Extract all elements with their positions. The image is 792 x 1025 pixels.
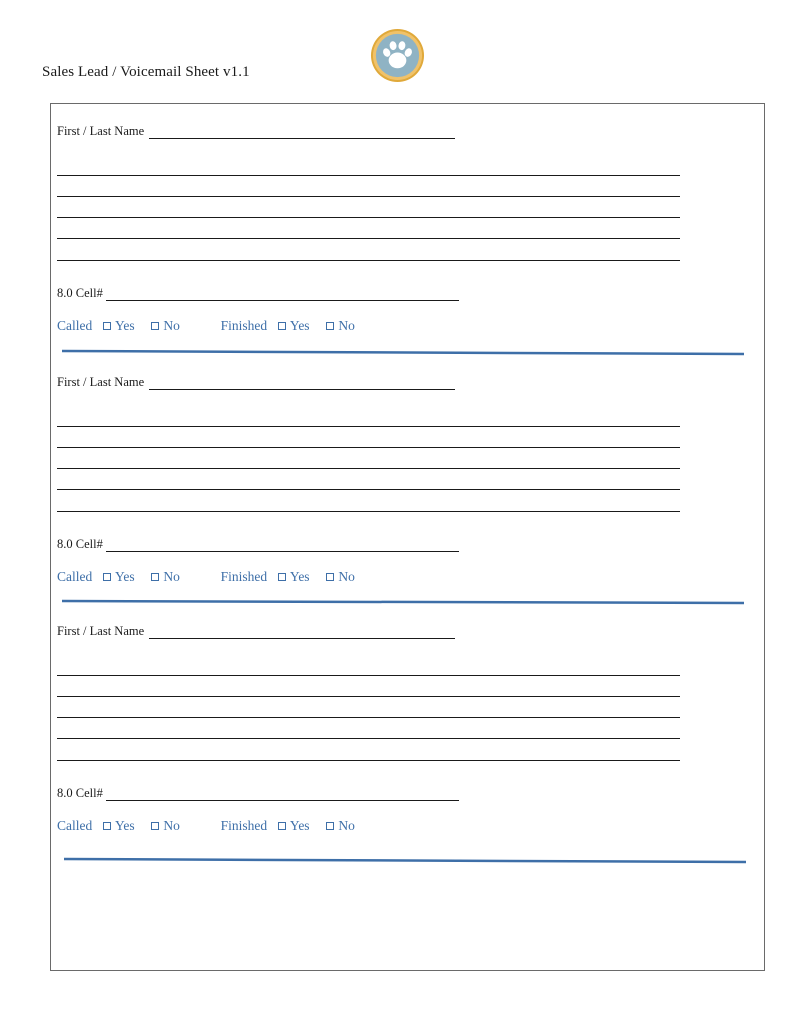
note-line[interactable] [57,447,680,448]
status-row [57,318,355,334]
yes-label: Yes [289,818,310,833]
name-input-line[interactable] [149,126,455,139]
finished-yes-checkbox[interactable] [278,822,286,830]
note-line[interactable] [57,760,680,761]
called-yes-checkbox[interactable] [103,573,111,581]
finished-yes-checkbox[interactable] [278,573,286,581]
yes-label: Yes [289,569,310,584]
note-line[interactable] [57,489,680,490]
name-label: First / Last Name [57,124,145,138]
note-line[interactable] [57,696,680,697]
name-label: First / Last Name [57,375,145,389]
no-label: No [163,818,180,833]
note-line[interactable] [57,217,680,218]
status-row [57,569,355,585]
called-label: Called [57,569,93,584]
cell-row [57,786,459,801]
note-line[interactable] [57,738,680,739]
called-yes-checkbox[interactable] [103,322,111,330]
cell-label: 8.0 Cell# [57,286,103,300]
finished-no-checkbox[interactable] [326,573,334,581]
name-label: First / Last Name [57,624,145,638]
finished-label: Finished [220,318,268,333]
cell-row [57,537,459,552]
name-row [57,375,455,390]
cell-label: 8.0 Cell# [57,537,103,551]
finished-label: Finished [220,818,268,833]
called-no-checkbox[interactable] [151,573,159,581]
no-label: No [338,318,355,333]
name-row [57,124,455,139]
status-row [57,818,355,834]
name-row [57,624,455,639]
finished-no-checkbox[interactable] [326,322,334,330]
cell-input-line[interactable] [106,788,459,801]
note-line[interactable] [57,260,680,261]
finished-no-checkbox[interactable] [326,822,334,830]
cell-input-line[interactable] [106,288,459,301]
yes-label: Yes [115,569,135,584]
note-line[interactable] [57,196,680,197]
yes-label: Yes [115,818,135,833]
called-yes-checkbox[interactable] [103,822,111,830]
lead-entry [51,104,766,354]
note-line[interactable] [57,238,680,239]
no-label: No [338,818,355,833]
no-label: No [163,569,180,584]
note-line[interactable] [57,511,680,512]
section-divider [51,857,766,865]
note-line[interactable] [57,426,680,427]
cell-row [57,286,459,301]
note-line[interactable] [57,468,680,469]
no-label: No [163,318,180,333]
finished-label: Finished [220,569,268,584]
name-input-line[interactable] [149,626,455,639]
lead-entry [51,355,766,605]
lead-entry [51,604,766,854]
called-label: Called [57,818,93,833]
called-no-checkbox[interactable] [151,322,159,330]
no-label: No [338,569,355,584]
cell-input-line[interactable] [106,539,459,552]
note-line[interactable] [57,717,680,718]
name-input-line[interactable] [149,377,455,390]
yes-label: Yes [115,318,135,333]
called-no-checkbox[interactable] [151,822,159,830]
note-line[interactable] [57,175,680,176]
page-title: Sales Lead / Voicemail Sheet v1.1 [42,64,250,80]
yes-label: Yes [289,318,310,333]
called-label: Called [57,318,93,333]
finished-yes-checkbox[interactable] [278,322,286,330]
cell-label: 8.0 Cell# [57,786,103,800]
form-frame [50,103,765,971]
note-line[interactable] [57,675,680,676]
paw-print-badge-icon [370,28,425,83]
